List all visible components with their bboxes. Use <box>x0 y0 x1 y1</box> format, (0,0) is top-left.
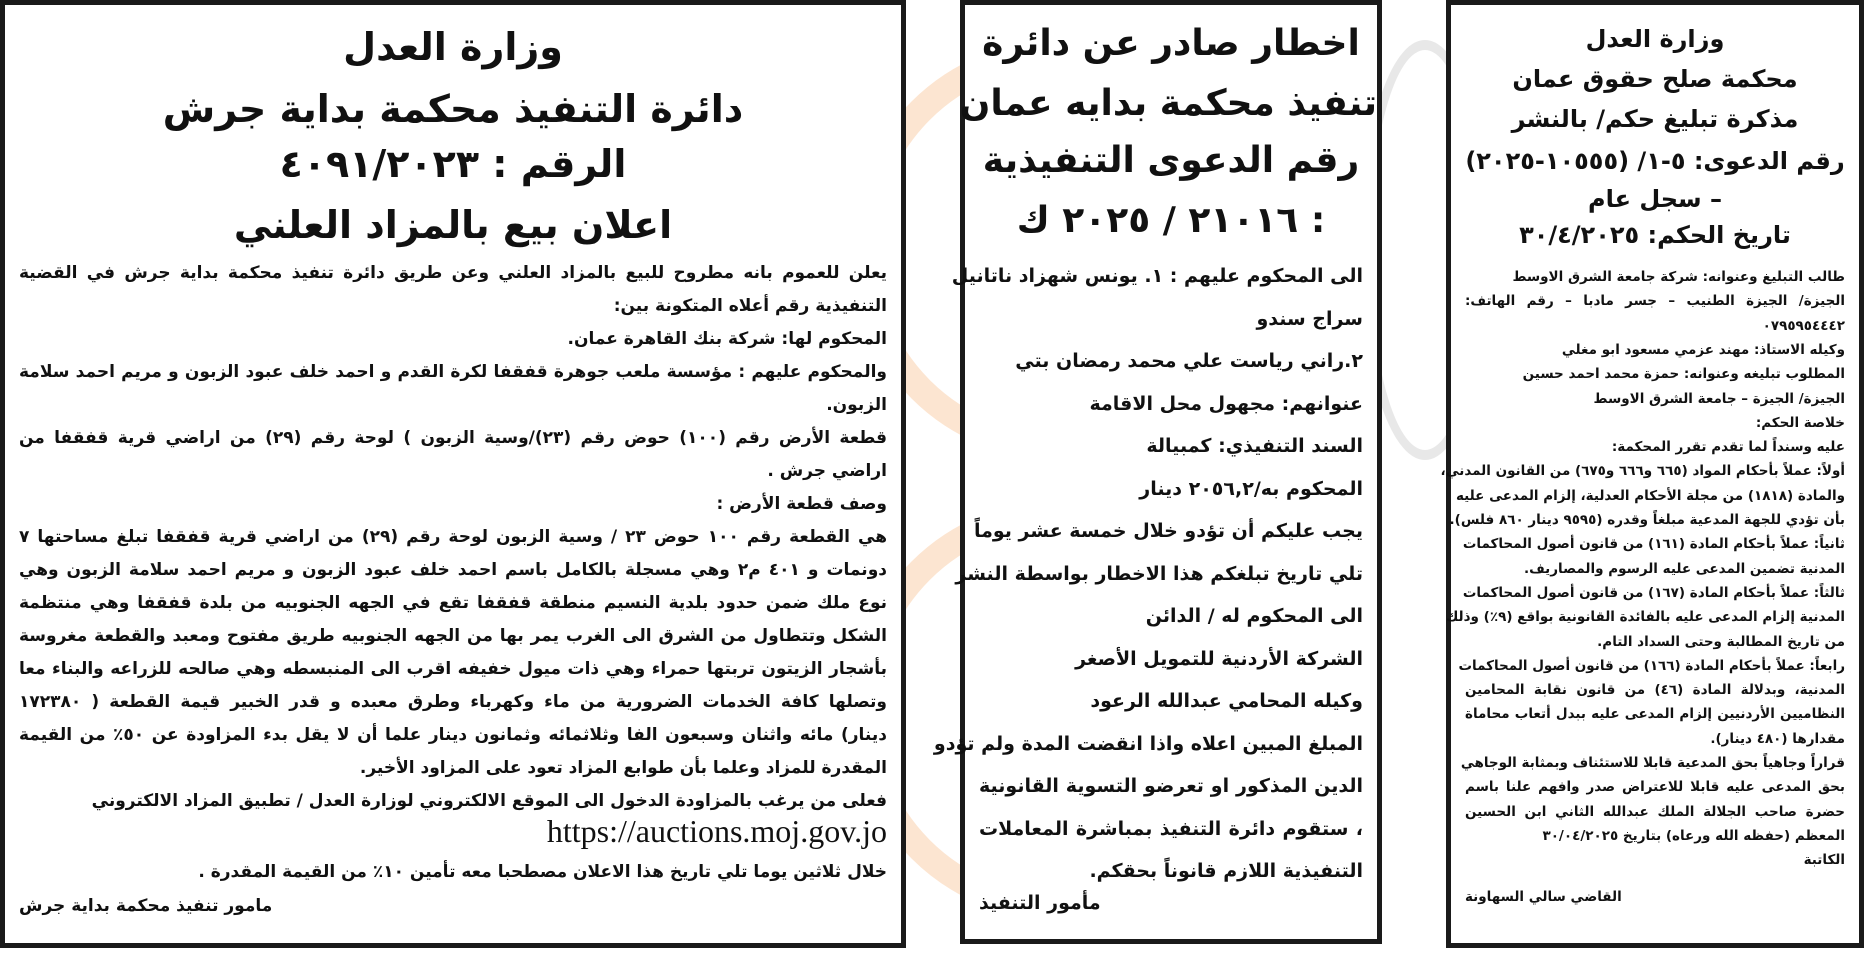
notice-register: – سجل عام <box>1587 185 1723 213</box>
notice-text-line: هي القطعة رقم ١٠٠ حوض ٢٣ / وسية الزبون لوحة رقم (٢٩) من اراضي قرية قفقفا تبلغ مساحتها ٧ <box>19 527 887 547</box>
notice-text-line: طالب التبليغ وعنوانه: شركة جامعة الشرق الاوسط <box>1512 269 1845 285</box>
notice-text-line: ثالثاً: عملاً بأحكام المادة (١٦٧) من قانون أصول المحاكمات <box>1462 584 1845 601</box>
notice-text-line: الى المحكوم عليهم : ١. يونس شهزاد ناتانيل <box>951 265 1363 287</box>
notice-text-line: رابعاً: عملاً بأحكام المادة (١٦٦) من قانون أصول المحاكمات <box>1458 657 1845 674</box>
public-auction-notice <box>0 0 906 948</box>
notice-text-line: وكيله الاستاذ: مهند عزمي مسعود ابو مغلي <box>1561 341 1845 358</box>
notice-text-line: أولاً: عملاً بأحكام المواد (٦٦٥ و٦٦٦ و٦٧٥) من القانون المدني، <box>1440 463 1845 480</box>
notice-text-line: بأشجار الزيتون تربتها حمراء وهي ذات ميول خفيفه اقرب الى المنبسطه وهي صالحه للزراعه والبناء معا <box>19 659 887 679</box>
notice-text-line: السند التنفيذي: كمبيالة <box>1146 435 1363 457</box>
notice-heading: مذكرة تبليغ حكم/ بالنشر <box>1511 105 1799 133</box>
notice-text-line: والمادة (١٨١٨) من مجلة الأحكام العدلية، إلزام المدعى عليه <box>1455 487 1845 504</box>
notice-text-line: بحق المدعى عليه قابلا للاعتراض صدر وافهم علنا باسم <box>1465 779 1845 796</box>
notice-text-line: يعلن للعموم بانه مطروح للبيع بالمزاد العلني وعن طريق دائرة تنفيذ محكمة بداية جرش في القضية <box>19 263 887 283</box>
notice-text-line: الزبون. <box>826 395 887 415</box>
notice-case-number: رقم الدعوى: ٥-١/ (١٠٥٥٥-٢٠٢٥) <box>1465 147 1845 175</box>
notice-text-line: نوع ملك ضمن حدود بلدية النسيم منطقة قفقفا تقع في الجهه الجنوبيه من بلدة قفقفا وهي منتظمة <box>19 593 887 613</box>
notice-signature: مامور تنفيذ محكمة بداية جرش <box>19 896 273 916</box>
notice-text-line: المدنية، وبدلالة المادة (٤٦) من قانون نقابة المحامين <box>1465 682 1845 699</box>
notice-text-line: دونمات و ٤٠١ م٢ وهي مسجلة بالكامل باسم احمد خلف عبود الزبون و مريم احمد سلامة الزبون وهي <box>19 560 887 580</box>
notice-text-line: اراضي جرش . <box>767 461 887 481</box>
notice-text-line: ، ستقوم دائرة التنفيذ بمباشرة المعاملات <box>979 817 1363 840</box>
notice-text-line: الجيزة/ الجيزة الطنيب – جسر مادبا – رقم الهاتف: <box>1465 293 1845 310</box>
notice-text-line: الشكل وتتطاول من الشرق الى الغرب يمر بها من الجهه الجنوبيه طريق مفتوح ومعبد والقطعة مغروسة <box>19 626 887 646</box>
notice-text-line: المحكوم به/٢٠٥٦,٢ دينار <box>1139 477 1363 500</box>
notice-text-line: الدين المذكور او تعرضو التسوية القانونية <box>979 775 1363 797</box>
notice-text-line: المدنية تضمين المدعى عليه الرسوم والمصاريف. <box>1523 560 1845 577</box>
notice-text-line: تلي تاريخ تبلغكم هذا الاخطار بواسطة النشر <box>955 562 1363 585</box>
notice-text-line: عليه وسنداً لما تقدم تقرر المحكمة: <box>1611 439 1845 456</box>
notice-text-line: ٠٧٩٥٩٥٤٤٤٢ <box>1762 317 1845 334</box>
notice-text-line: حضرة صاحب الجلالة الملك عبدالله الثاني ابن الحسين <box>1465 803 1845 820</box>
notice-text-line: سراج سندو <box>1256 307 1363 330</box>
notice-text-line: المبلغ المبين اعلاه واذا انقضت المدة ولم تؤدو <box>933 732 1363 755</box>
notice-text-line: المطلوب تبليغه وعنوانه: حمزة محمد احمد حسين <box>1522 366 1845 383</box>
notice-text-line: خلاصة الحكم: <box>1755 414 1845 431</box>
notice-title: اخطار صادر عن دائرة <box>982 23 1360 64</box>
notice-text-line: المقدرة للمزاد وعلما بأن طوابع المزاد تعود على المزاود الأخير. <box>359 758 887 778</box>
auction-website-link[interactable]: https://auctions.moj.gov.jo <box>546 813 887 849</box>
notice-text-line: المدنية إلزام المدعى عليه بالفائدة القانونية بواقع (٩٪) وذلك <box>1445 609 1845 626</box>
notice-text-line: بأن تؤدي للجهة المدعية مبلغاً وقدره (٩٥٩٥ دينار ٨٦٠ فلس). <box>1449 512 1845 528</box>
notice-text-line: قطعة الأرض رقم (١٠٠) حوض رقم (٢٣)/وسية الزبون ) لوحة رقم (٢٩) من اراضي قرية قفقفا من <box>19 428 887 448</box>
notice-text-line: فعلى من يرغب بالمزاودة الدخول الى الموقع الالكتروني لوزارة العدل / تطبيق المزاد الالكتروني <box>91 791 887 811</box>
notice-case-number: : ٢١٠١٦ / ٢٠٢٥ ك <box>1016 200 1326 241</box>
notice-text-line: قراراً وجاهياً بحق المدعية قابلا للاستئناف وبمثابة الوجاهي <box>1460 755 1845 771</box>
notice-title: وزارة العدل <box>1585 25 1725 53</box>
notice-text-line: مقدارها (٤٨٠ دينار). <box>1710 730 1845 747</box>
execution-notice <box>933 0 1382 944</box>
notice-text-line: يجب عليكم أن تؤدو خلال خمسة عشر يوماً <box>974 520 1363 542</box>
notice-subtitle: دائرة التنفيذ محكمة بداية جرش <box>162 87 744 131</box>
notice-text-line: الشركة الأردنية للتمويل الأصغر <box>1075 647 1363 670</box>
notice-text-line: خلال ثلاثين يوما تلي تاريخ هذا الاعلان مصطحبا معه تأمين ١٠٪ من القيمة المقدرة . <box>198 862 887 882</box>
notice-text-line: الى المحكوم له / الدائن <box>1145 605 1363 627</box>
notice-court: محكمة صلح حقوق عمان <box>1512 65 1798 93</box>
notice-text-line: المحكوم لها: شركة بنك القاهرة عمان. <box>567 329 887 349</box>
notice-text-line: دينار) مائه واثنان وسبعون الفا وثلاثمائه وثمانون دينار علما أن لا يقل بدء المزاودة عن ٥٠٪ من القيمة <box>19 725 887 745</box>
notice-subtitle: تنفيذ محكمة بدايه عمان <box>959 83 1377 124</box>
notice-text-line: الكاتبة <box>1803 852 1845 869</box>
notice-text-line: النظاميين الأردنيين إلزام المدعى عليه ببدل أتعاب محاماة <box>1465 706 1845 723</box>
notice-signature: مأمور التنفيذ <box>979 892 1101 914</box>
notice-text-line: وكيله المحامي عبدالله الرعود <box>1090 690 1363 712</box>
notice-text-line: والمحكوم عليهم : مؤسسة ملعب جوهرة قفقفا لكرة القدم و احمد خلف عبود الزبون و مريم احمد سلامة <box>19 362 887 382</box>
notice-text-line: ٢.راني رياست علي محمد رمضان بتي <box>1015 350 1363 372</box>
notice-text-line: الجيزة/ الجيزة – جامعة الشرق الاوسط <box>1593 390 1845 407</box>
notice-text-line: عنوانهم: مجهول محل الاقامة <box>1089 392 1363 415</box>
notice-text-line: المعظم (حفظه الله ورعاه) بتاريخ ٣٠/٠٤/٢٠٢٥ <box>1542 827 1845 844</box>
judgment-notification-notice <box>1440 0 1864 948</box>
notice-number: الرقم : ٤٠٩١/٢٠٢٣ <box>279 142 627 186</box>
notice-text-line: من تاريخ المطالبة وحتى السداد التام. <box>1597 633 1845 650</box>
notice-text-line: ثانياً: عملاً بأحكام المادة (١٦١) من قانون أصول المحاكمات <box>1462 536 1845 553</box>
notice-text-line: وتصلها كافة الخدمات الضرورية من ماء وكهرباء وطرق معبده و قدر الخبير قيمة القطعة ( ١٧٢٣٨٠ <box>19 692 887 712</box>
notice-text-line: التنفيذية اللازم قانوناً بحقكم. <box>1089 860 1363 882</box>
notice-case-label: رقم الدعوى التنفيذية <box>982 140 1360 181</box>
notice-title: وزارة العدل <box>343 25 563 69</box>
notice-judgment-date: تاريخ الحكم: ٣٠/٤/٢٠٢٥ <box>1519 221 1791 249</box>
notice-text-line: التنفيذية رقم أعلاه المتكونة بين: <box>613 296 887 316</box>
notice-text-line: وصف قطعة الأرض : <box>716 494 887 514</box>
notice-heading: اعلان بيع بالمزاد العلني <box>233 203 673 247</box>
judge-signature: القاضي سالي السهاونة <box>1465 889 1622 905</box>
